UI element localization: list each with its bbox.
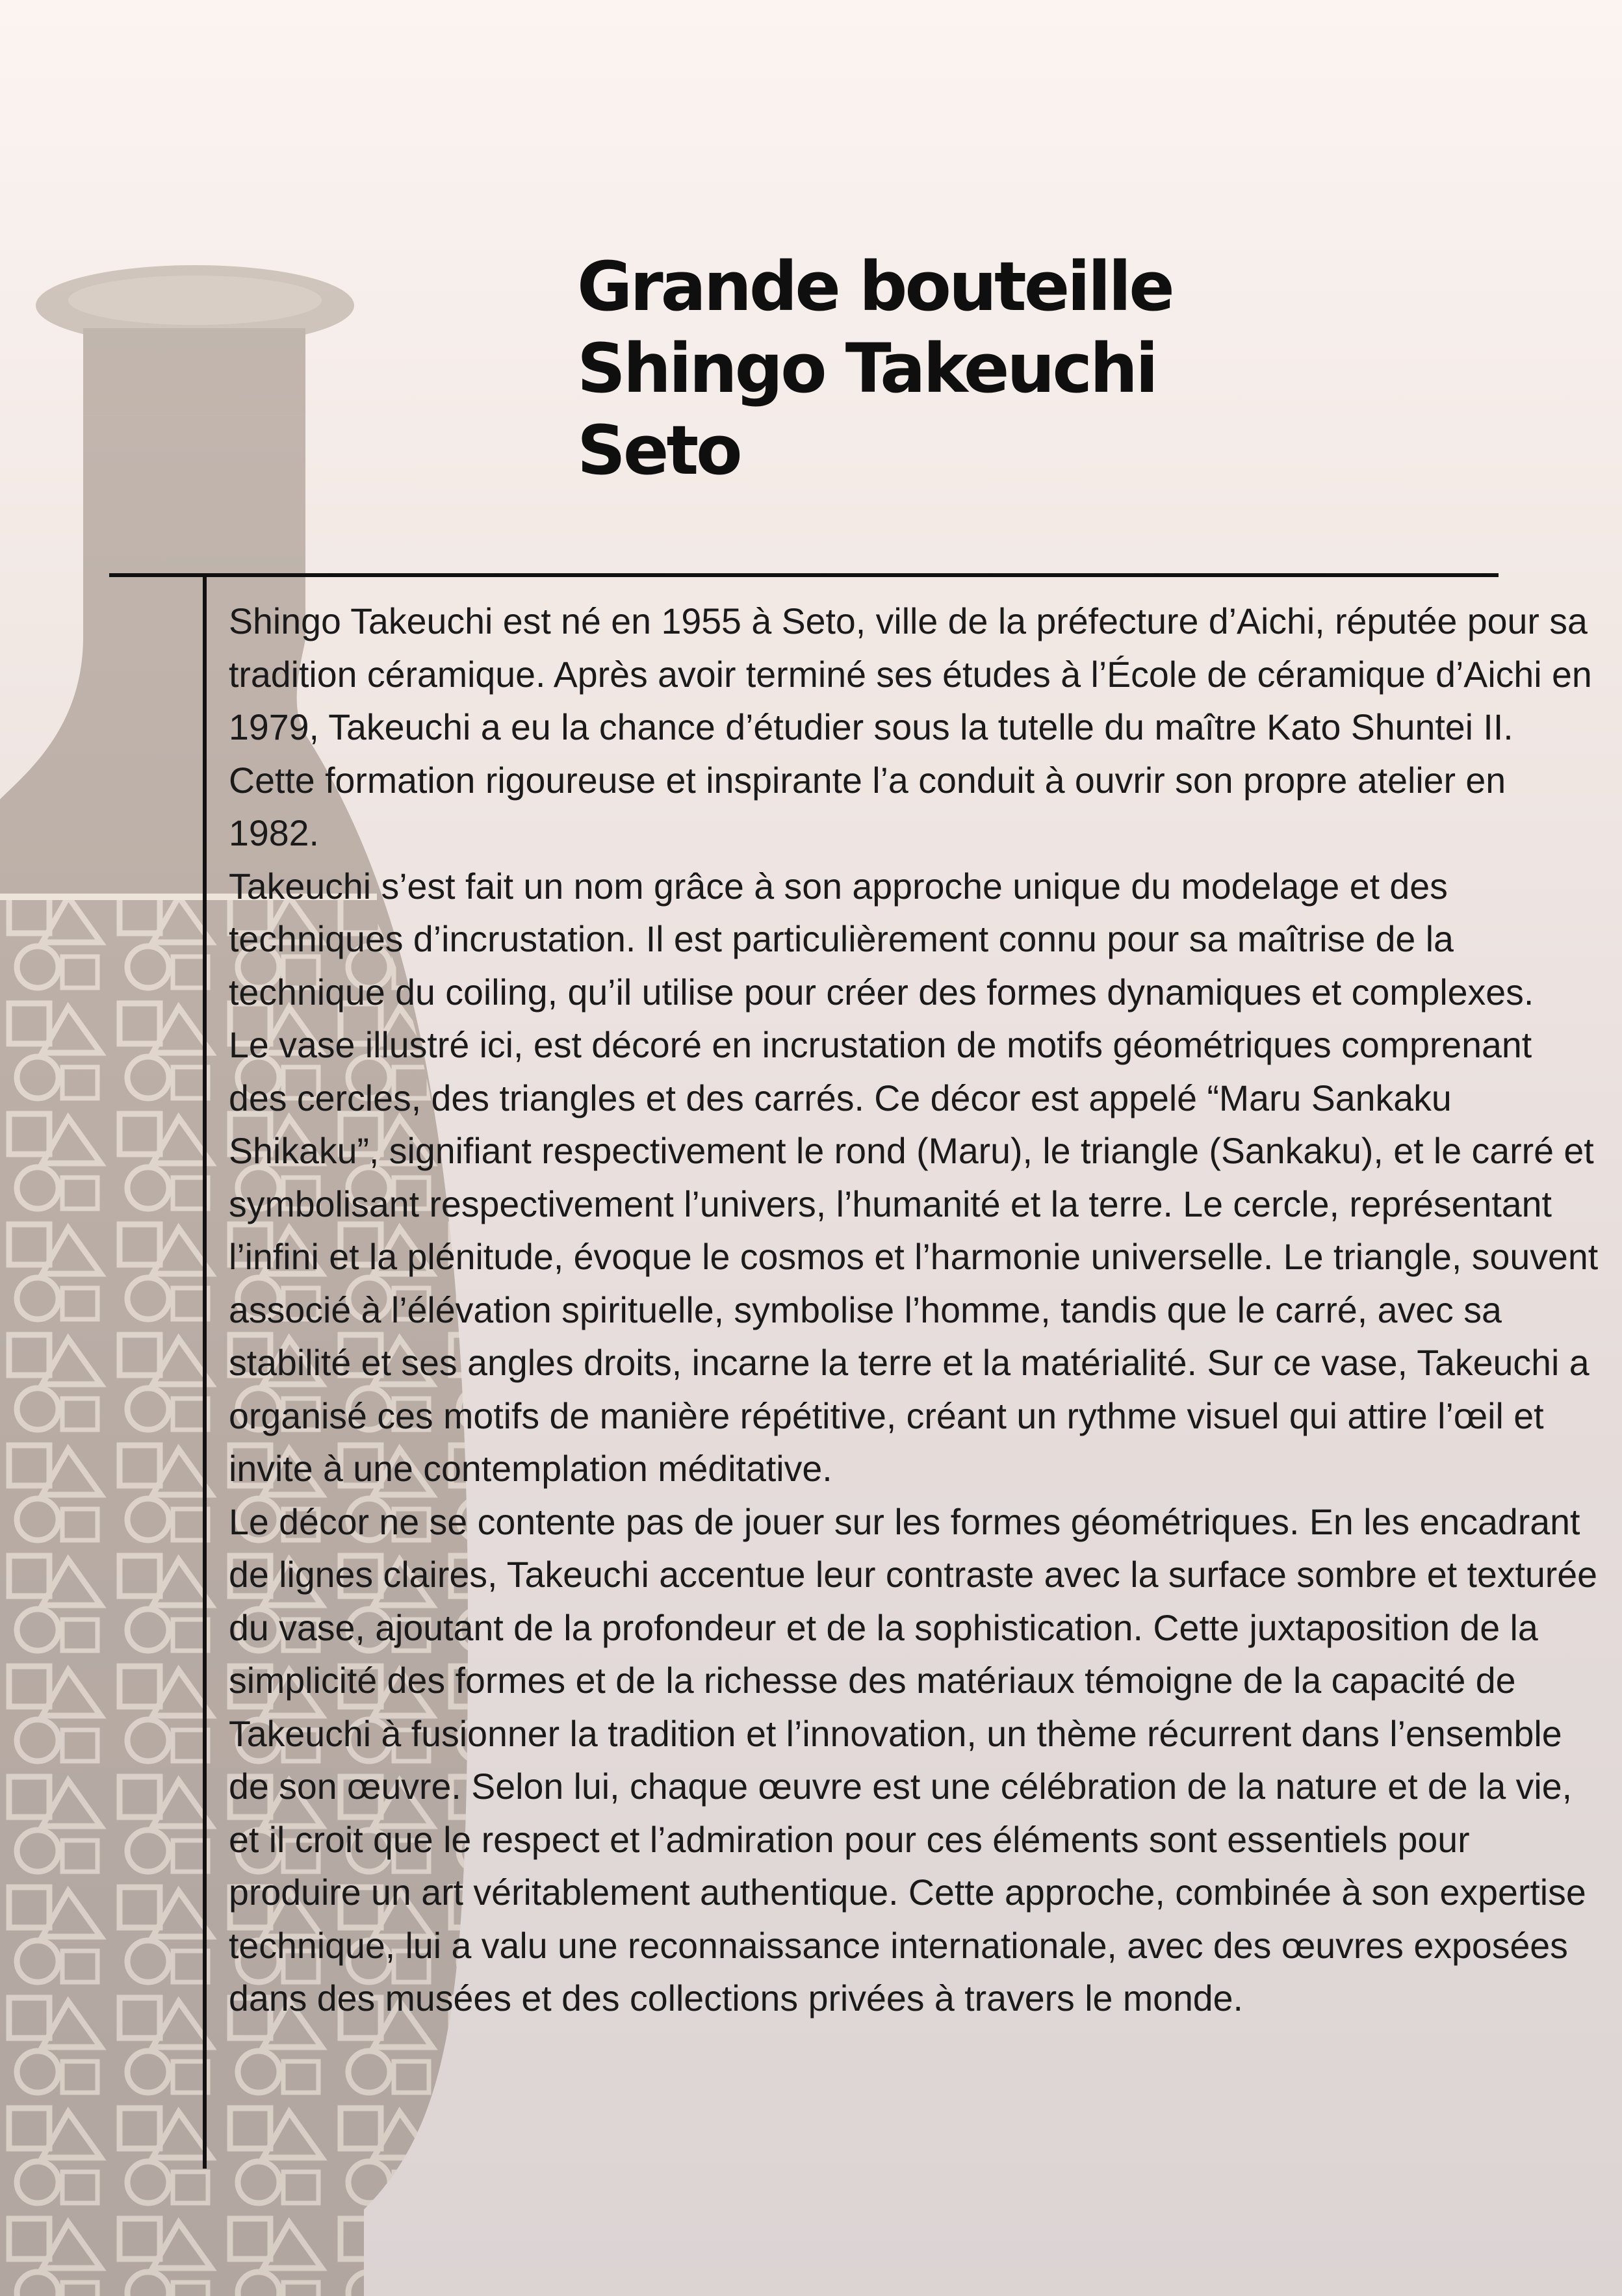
vertical-divider — [203, 573, 207, 2169]
paragraph: Takeuchi s’est fait un nom grâce à son approche unique du modelage et des techniques d’incrustation. Il est particulièrement connu pour sa maîtrise de la technique du coiling, qu’il utilise pour créer des formes dynamiques et complexes. — [229, 866, 1534, 1013]
paragraph: Shingo Takeuchi est né en 1955 à Seto, ville de la préfecture d’Aichi, réputée pour sa tradition céramique. Après avoir terminé ses études à l’École de céramique d’Aichi en 1979, Takeuchi a eu la chance d’étudier sous la tutelle du maître Kato Shuntei II. Cette formation rigoureuse et inspirante l’a conduit à ouvrir son propre atelier en 1982. — [229, 601, 1592, 853]
article-body — [229, 595, 1600, 2026]
title-line: Grande bouteille — [577, 247, 1172, 326]
horizontal-divider — [109, 573, 1499, 577]
paragraph: Le vase illustré ici, est décoré en incrustation de motifs géométriques comprenant des cercles, des triangles et des carrés. Ce décor est appelé “Maru Sankaku Shikaku”, signifiant respectivement le rond (Maru), le triangle (Sankaku), et le carré et symbolisant respectivement l’univers, l’humanité et la terre. Le cercle, représentant l’infini et la plénitude, évoque le cosmos et l’harmonie universelle. Le triangle, souvent associé à l’élévation spirituelle, symbolise l’homme, tandis que le carré, avec sa stabilité et ses angles droits, incarne la terre et la matérialité. Sur ce vase, Takeuchi a organisé ces motifs de manière répétitive, créant un rythme visuel qui attire l’œil et invite à une contemplation méditative. — [229, 1025, 1599, 1489]
title-line: Shingo Takeuchi — [577, 329, 1156, 408]
paragraph: Le décor ne se contente pas de jouer sur les formes géométriques. En les encadrant de lignes claires, Takeuchi accentue leur contraste avec la surface sombre et texturée du vase, ajoutant de la profondeur et de la sophistication. Cette juxtaposition de la simplicité des formes et de la richesse des matériaux témoigne de la capacité de Takeuchi à fusionner la tradition et l’innovation, un thème récurrent dans l’ensemble de son œuvre. Selon lui, chaque œuvre est une célébration de la nature et de la vie, et il croit que le respect et l’admiration pour ces éléments sont essentiels pour produire un art véritablement authentique. Cette approche, combinée à son expertise technique, lui a valu une reconnaissance internationale, avec des œuvres exposées dans des musées et des collections privées à travers le monde. — [229, 1501, 1598, 2019]
document-title — [577, 246, 1172, 491]
title-line: Seto — [577, 411, 740, 490]
